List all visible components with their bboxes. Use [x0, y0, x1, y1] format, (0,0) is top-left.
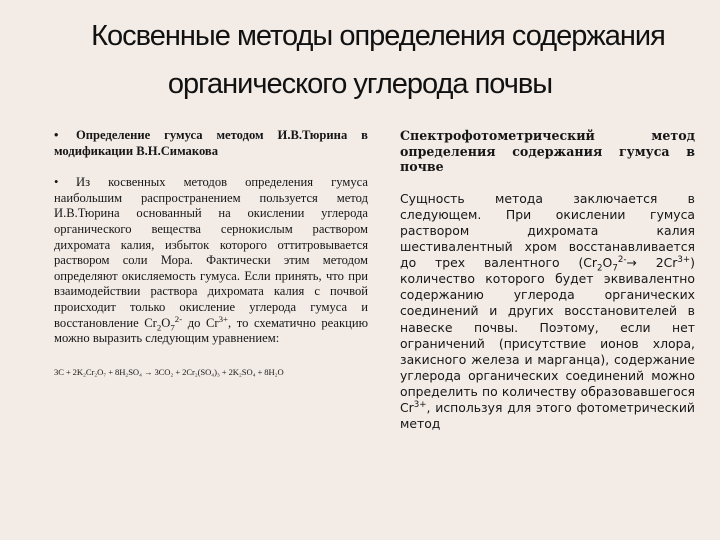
page-title-line-1: Косвенные методы определения содержания: [91, 20, 665, 52]
left-heading: [54, 128, 368, 159]
page-title-line-2: органического углерода почвы: [167, 68, 553, 100]
left-paragraph-text: , то схематично реакцию можно выразить следующим уравнением:: [54, 315, 368, 346]
superscript: 3+: [218, 313, 229, 324]
superscript: 2-: [617, 255, 627, 266]
left-column: [54, 128, 368, 380]
left-heading-text: Определение гумуса методом И.В.Тюрина в модификации В.Н.Симакова: [54, 128, 368, 158]
right-paragraph-text: Сущность метода заключается в следующем. При окислении гумуса раствором дихромата калия шестивалентный хром восстанавливается до трех валентного (Cr: [400, 190, 695, 271]
right-paragraph: [400, 191, 695, 432]
formula-part: O: [602, 255, 613, 271]
right-paragraph-text: ) количество которого будет эквивалентно содержанию углерода органических соединений и других восстановителей в навеске почвы. Поэтому, если нет ограничений (присутствие ионов хлора, закисного железа и марганца), содержание углерода органических соединений можно определить по количеству образовавшегося Cr: [400, 255, 695, 415]
bullet-icon: •: [54, 128, 59, 142]
superscript: 3+: [677, 255, 691, 266]
right-column: [400, 128, 695, 432]
right-paragraph-text: , используя для этого фотометрический метод: [400, 400, 695, 432]
subscript: 2: [597, 263, 603, 274]
superscript: 2-: [174, 313, 183, 324]
bullet-icon: •: [54, 175, 59, 190]
left-paragraph: [54, 175, 368, 347]
subscript: 2: [156, 322, 162, 333]
right-heading: Спектрофотометрический метод определения содержания гумуса в почве: [400, 128, 695, 175]
left-paragraph-text: до Cr: [182, 315, 219, 330]
left-paragraph-text: Из косвенных методов определения гумуса наибольшим распространением пользуется метод И.В.Тюрина основанный на окислении углерода органического вещества сернокислым раствором дихромата калия, избыток которого оттитровывается раствором соли Мора. Фактически этим методом определяют окисляемость гумуса. Если принять, что при взаимодействии раствора дихромата калия с почвой происходит только окисление углерода гумуса и восстановление Cr: [54, 175, 368, 330]
reaction-equation: 3C + 2K₂Cr₂O₇ + 8H₂SO₄ → 3CO₂ + 2Cr₂(SO₄)₃ + 2K₂SO₄ + 8H₂O: [54, 366, 284, 377]
formula-part: O: [161, 315, 171, 330]
subscript: 7: [170, 322, 175, 333]
superscript: 3+: [413, 399, 427, 410]
subscript: 7: [612, 263, 618, 274]
arrow-formula: → 2Cr: [626, 255, 678, 271]
